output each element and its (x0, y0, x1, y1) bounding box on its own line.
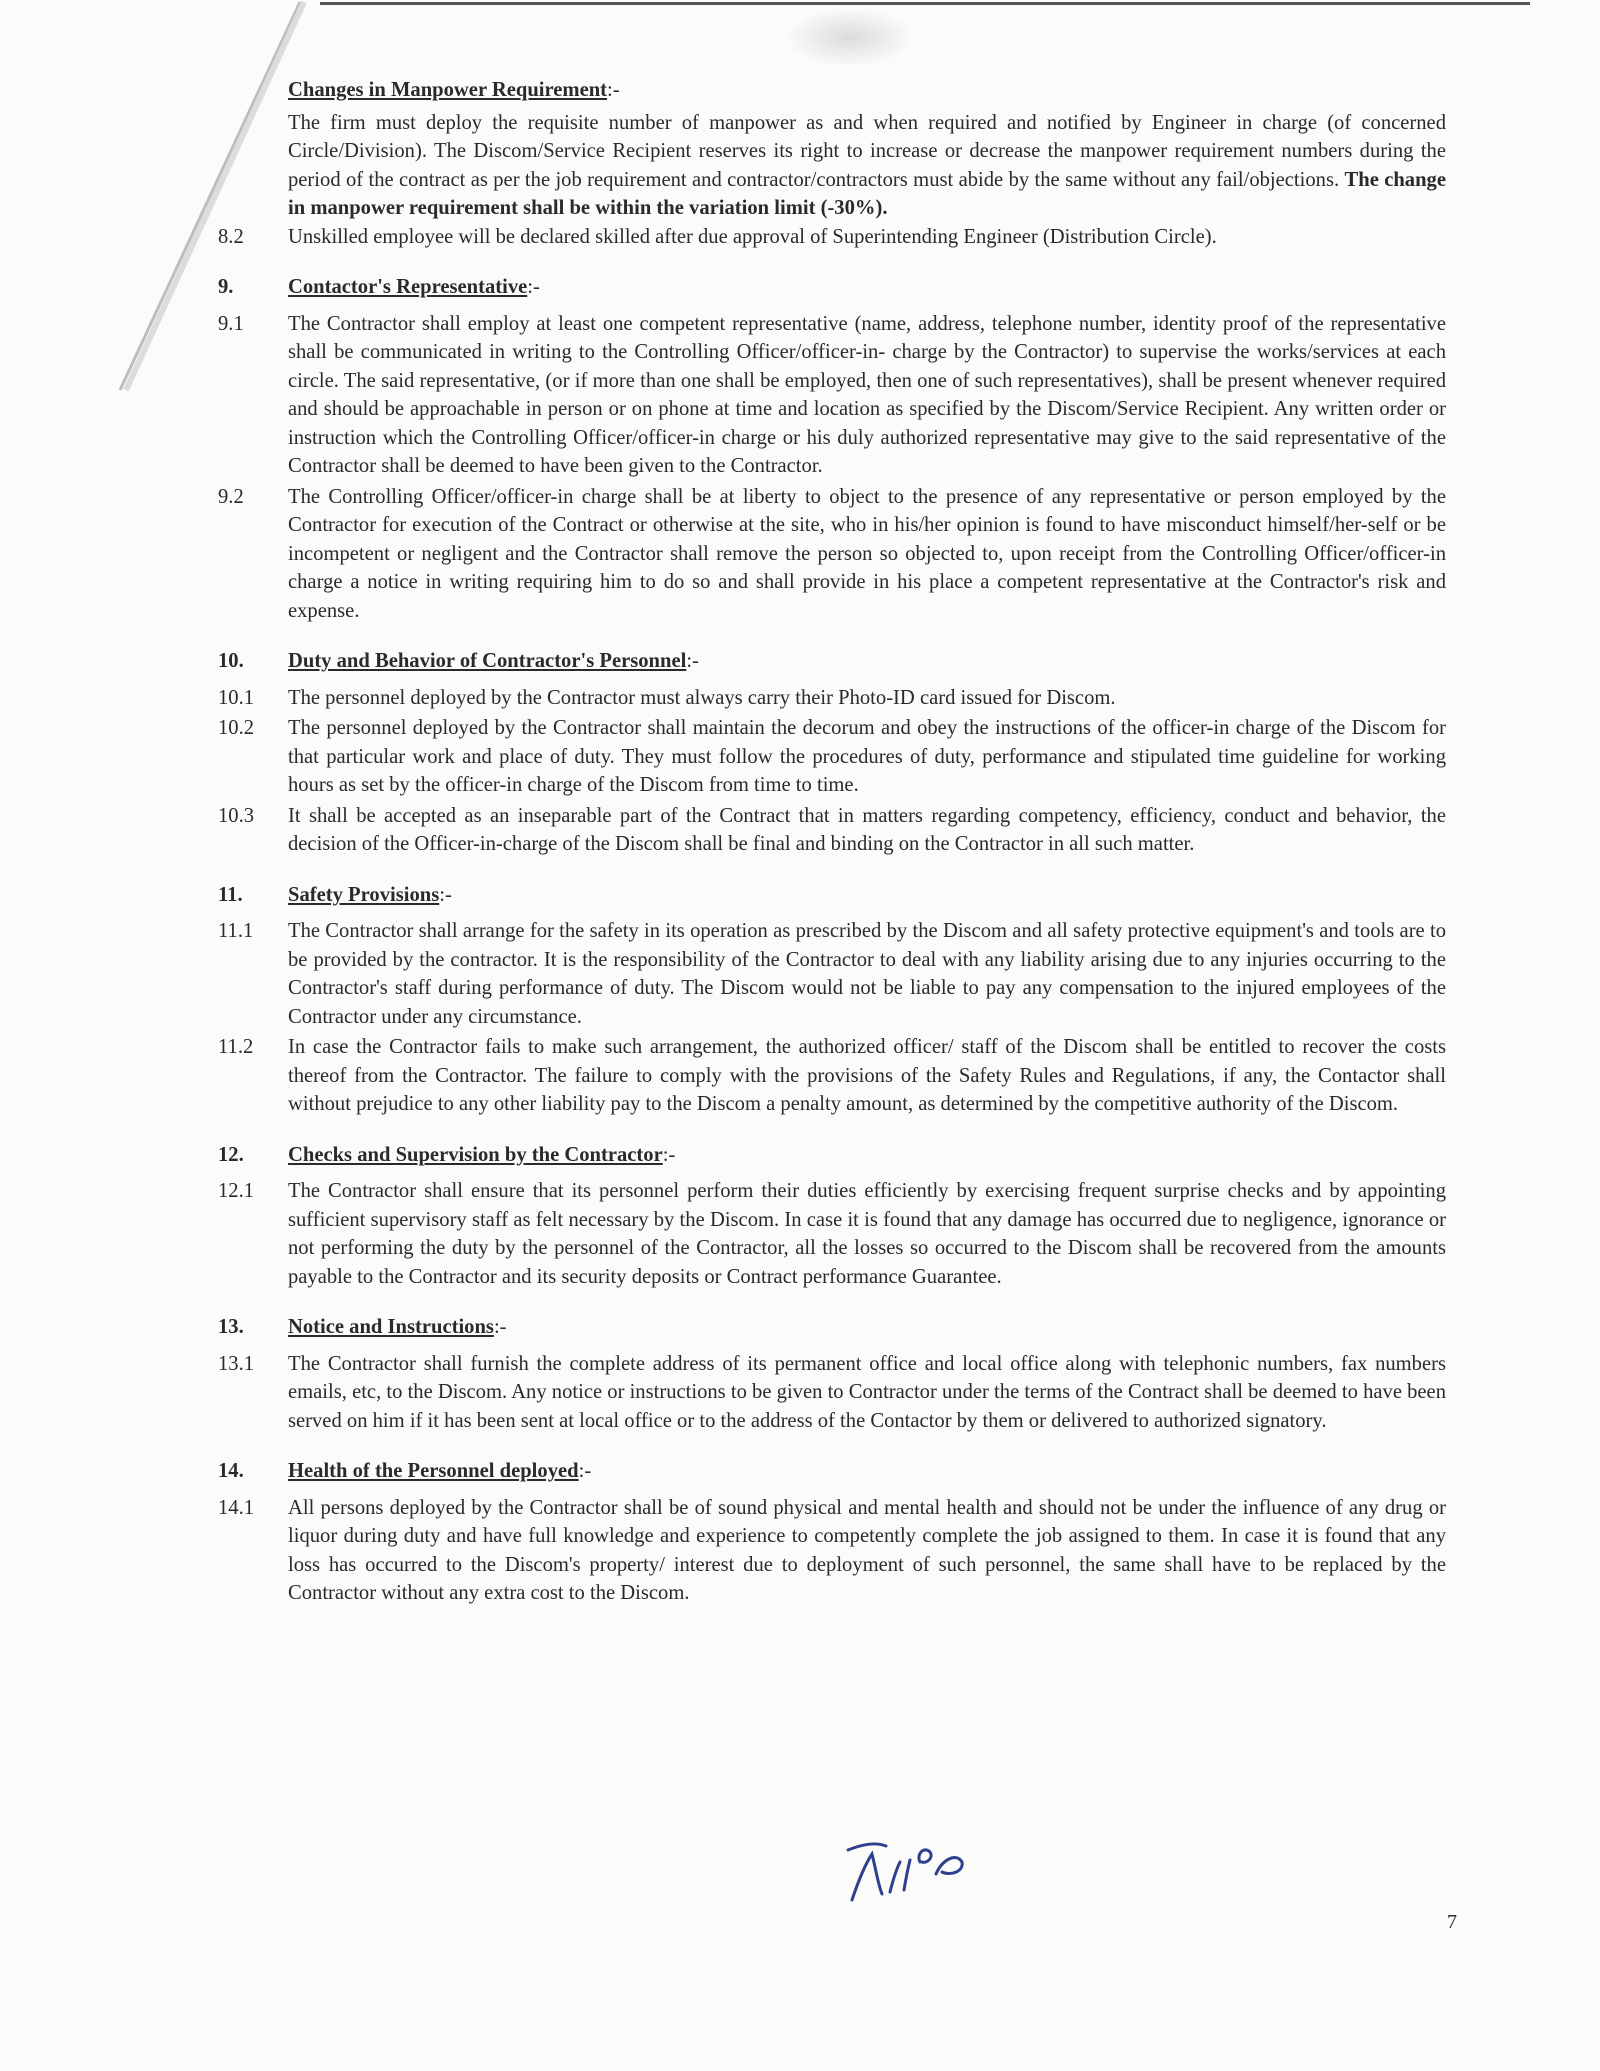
clause-11-2 (218, 1033, 1446, 1119)
section-number: 10. (218, 650, 244, 672)
clause-number: 10.3 (218, 804, 255, 827)
section-title-suffix: :- (493, 1316, 507, 1338)
clause-text: The personnel deployed by the Contractor must always carry their Photo-ID card issued for Discom. (288, 686, 1116, 709)
clause-number: 9.2 (218, 485, 244, 508)
section-heading-14 (218, 1457, 1446, 1486)
clause-text: All persons deployed by the Contractor shall be of sound physical and mental health and should not be under the influence of any drug or liquor during duty and have full knowledge and experience to competently complete the job assigned to them. In case it is found that any loss has occurred to the Discom's property/ interest due to deployment of such personnel, the same shall have to be replaced by the Contractor without any extra cost to the Discom. (288, 1496, 1446, 1604)
clause-12-1 (218, 1177, 1446, 1291)
clause-14-1 (218, 1494, 1446, 1608)
section-title-suffix: :- (578, 1460, 592, 1482)
clause-text: It shall be accepted as an inseparable part of the Contract that in matters regarding competency, efficiency, conduct and behavior, the decision of the Officer-in-charge of the Discom shall be final and binding on the Contractor in all such matter. (288, 804, 1446, 855)
clause-10-3 (218, 802, 1446, 859)
clause-13-1 (218, 1350, 1446, 1436)
section-number: 13. (218, 1316, 244, 1338)
clause-11-1 (218, 917, 1446, 1031)
section-number: 11. (218, 883, 243, 906)
clause-text: The Controlling Officer/officer-in charge shall be at liberty to object to the presence of any representative or person employed by the Contractor for execution of the Contract or otherwise at the site, who in his/her opinion is found to have misconduct himself/her-self or be incompetent or negligent and the Contractor shall remove the person so objected to, upon receipt from the Controlling Officer/officer-in charge a notice in writing requiring him to do so and shall provide in his place a competent representative at the Contractor's risk and expense. (288, 485, 1446, 622)
document-body (218, 76, 1446, 1610)
section-number: 14. (218, 1460, 244, 1482)
clause-number: 13.1 (218, 1352, 255, 1375)
clause-number: 12.1 (218, 1180, 255, 1202)
section-title-suffix: :- (527, 276, 540, 298)
section-title: Health of the Personnel deployed (288, 1460, 579, 1482)
clause-text: The Contractor shall arrange for the safety in its operation as prescribed by the Discom and all safety protective equipment's and tools are to be provided by the contractor. It is the responsibility of the Contractor to deal with any liability arising due to any injuries occurring to the Contractor's staff during performance of duty. The Discom would not be liable to pay any compensation to the injured employees of the Contractor under any circumstance. (288, 920, 1446, 1028)
clause-number: 11.2 (218, 1036, 254, 1058)
clause-text: Unskilled employee will be declared skilled after due approval of Superintending Engineer (Distribution Circle). (288, 225, 1217, 248)
section-title: Notice and Instructions (288, 1316, 494, 1338)
clause-9-2 (218, 483, 1446, 626)
section-title: Checks and Supervision by the Contractor (288, 1143, 663, 1166)
clause-text: The personnel deployed by the Contractor shall maintain the decorum and obey the instructions of the officer-in charge of the Discom for that particular work and place of duty. They must follow the procedures of duty, performance and stipulated time guideline for working hours as set by the officer-in charge of the Discom from time to time. (288, 717, 1446, 796)
section-title: Changes in Manpower Requirement (288, 79, 608, 101)
clause-number: 10.2 (218, 717, 255, 739)
section-heading-11 (218, 881, 1446, 910)
section-heading-manpower (288, 76, 1446, 105)
section-title: Contactor's Representative (288, 276, 528, 298)
clause-text: The Contractor shall furnish the complete address of its permanent office and local office along with telephonic numbers, fax numbers emails, etc, to the Discom. Any notice or instructions to be given to Contractor under the terms of the Contract shall be deemed to have been served on him if it has been sent at local office or to the address of the Contactor by them or delivered to authorized signatory. (288, 1352, 1446, 1432)
clause-number: 10.1 (218, 686, 255, 709)
faded-stamp (790, 10, 910, 65)
clause-number: 9.1 (218, 312, 244, 335)
section-title: Safety Provisions (288, 883, 440, 906)
section-number: 12. (218, 1143, 244, 1166)
clause-text: In case the Contractor fails to make such arrangement, the authorized officer/ staff of the Discom shall be entitled to recover the costs thereof from the Contractor. The failure to comply with the provisions of the Safety Rules and Regulations, if any, the Contactor shall without prejudice to any other liability pay to the Discom a penalty amount, as determined by the competitive authority of the Discom. (288, 1036, 1446, 1115)
section-title-suffix: :- (439, 883, 452, 906)
section-heading-12 (218, 1141, 1446, 1170)
clause-10-2 (218, 714, 1446, 800)
clause-text: The Contractor shall employ at least one competent representative (name, address, telephone number, identity proof of the representative shall be communicated in writing to the Controlling Officer/officer-in- charge by the Contractor) to supervise the works/services at each circle. The said representative, (or if more than one shall be employed, then one of such representatives), shall be present whenever required and should be approachable in person or on phone at time and location as specified by the Discom/Service Recipient. Any written order or instruction which the Controlling Officer/officer-in charge or his duly authorized representative may give to the said representative of the Contractor shall be deemed to have been given to the Contractor. (288, 312, 1446, 477)
page-number: 7 (1447, 1911, 1457, 1933)
clause-text: The Contractor shall ensure that its personnel perform their duties efficiently by exercising frequent surprise checks and by appointing sufficient supervisory staff as felt necessary by the Discom. In case it is found that any damage has occurred due to negligence, ignorance or not performing the duty by the personnel of the Contractor, all the losses so occurred to the Discom shall be recovered from the amounts payable to the Contractor and its security deposits or Contract performance Guarantee. (288, 1180, 1446, 1288)
clause-number: 8.2 (218, 225, 244, 248)
section-heading-10 (218, 647, 1446, 676)
manpower-paragraph (288, 109, 1446, 223)
clause-9-1 (218, 310, 1446, 481)
handwritten-signature (838, 1832, 968, 1907)
clause-number: 11.1 (218, 920, 254, 942)
top-rule (320, 2, 1530, 5)
manpower-paragraph-bold: The change in manpower requirement shall be within the variation limit (-30%). (288, 168, 1446, 219)
section-heading-13 (218, 1313, 1446, 1342)
section-number: 9. (218, 276, 234, 298)
manpower-paragraph-text: The firm must deploy the requisite number of manpower as and when required and notified by Engineer in charge (of concerned Circle/Division). The Discom/Service Recipient reserves its right to increase or decrease the manpower requirement numbers during the period of the contract as per the job requirement and contractor/contractors must abide by the same without any fail/objections. (288, 111, 1446, 191)
section-title-suffix: :- (662, 1143, 676, 1166)
section-title-suffix: :- (607, 79, 620, 101)
section-title: Duty and Behavior of Contractor's Personnel (288, 650, 687, 672)
clause-10-1 (218, 684, 1446, 713)
section-title-suffix: :- (686, 650, 699, 672)
clause-number: 14.1 (218, 1496, 255, 1519)
clause-8-2 (218, 223, 1446, 252)
section-heading-9 (218, 273, 1446, 302)
